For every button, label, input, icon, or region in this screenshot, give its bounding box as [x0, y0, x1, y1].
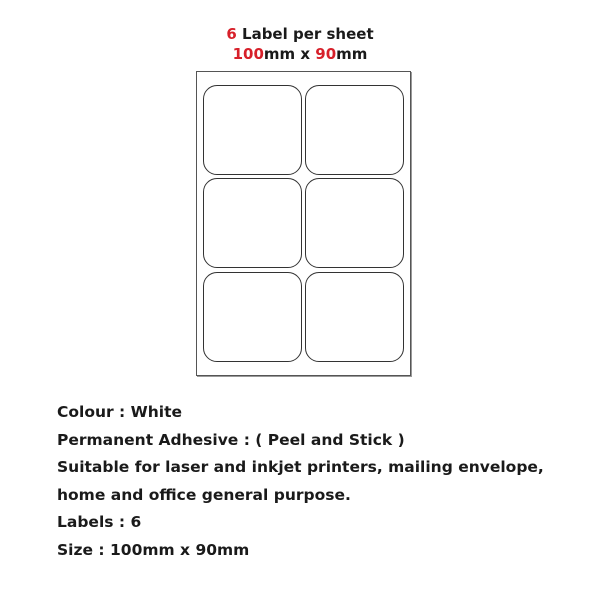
label-sheet-diagram	[196, 71, 411, 376]
adhesive-spec: Permanent Adhesive : ( Peel and Stick )	[57, 430, 405, 449]
label-cell-r3c2	[305, 272, 404, 362]
size-spec: Size : 100mm x 90mm	[57, 540, 250, 559]
label-cell-r1c1	[203, 85, 302, 175]
label-cell-r2c2	[305, 178, 404, 268]
height-value: 90	[315, 45, 337, 63]
label-count: 6	[226, 25, 237, 43]
label-dimensions-heading	[0, 44, 600, 64]
labels-per-sheet-heading	[0, 24, 600, 44]
label-count-suffix: Label per sheet	[236, 25, 374, 43]
suitability-spec-line1: Suitable for laser and inkjet printers, mailing envelope,	[57, 458, 544, 477]
labels-count-spec: Labels : 6	[57, 513, 142, 532]
label-cell-r3c1	[203, 272, 302, 362]
suitability-spec-line2: home and office general purpose.	[57, 485, 351, 504]
label-cell-r1c2	[305, 85, 404, 175]
width-value: 100	[232, 45, 264, 63]
width-unit: mm x	[263, 45, 316, 63]
label-cell-r2c1	[203, 178, 302, 268]
height-unit: mm	[336, 45, 368, 63]
product-details	[57, 399, 587, 565]
colour-spec: Colour : White	[57, 403, 183, 421]
